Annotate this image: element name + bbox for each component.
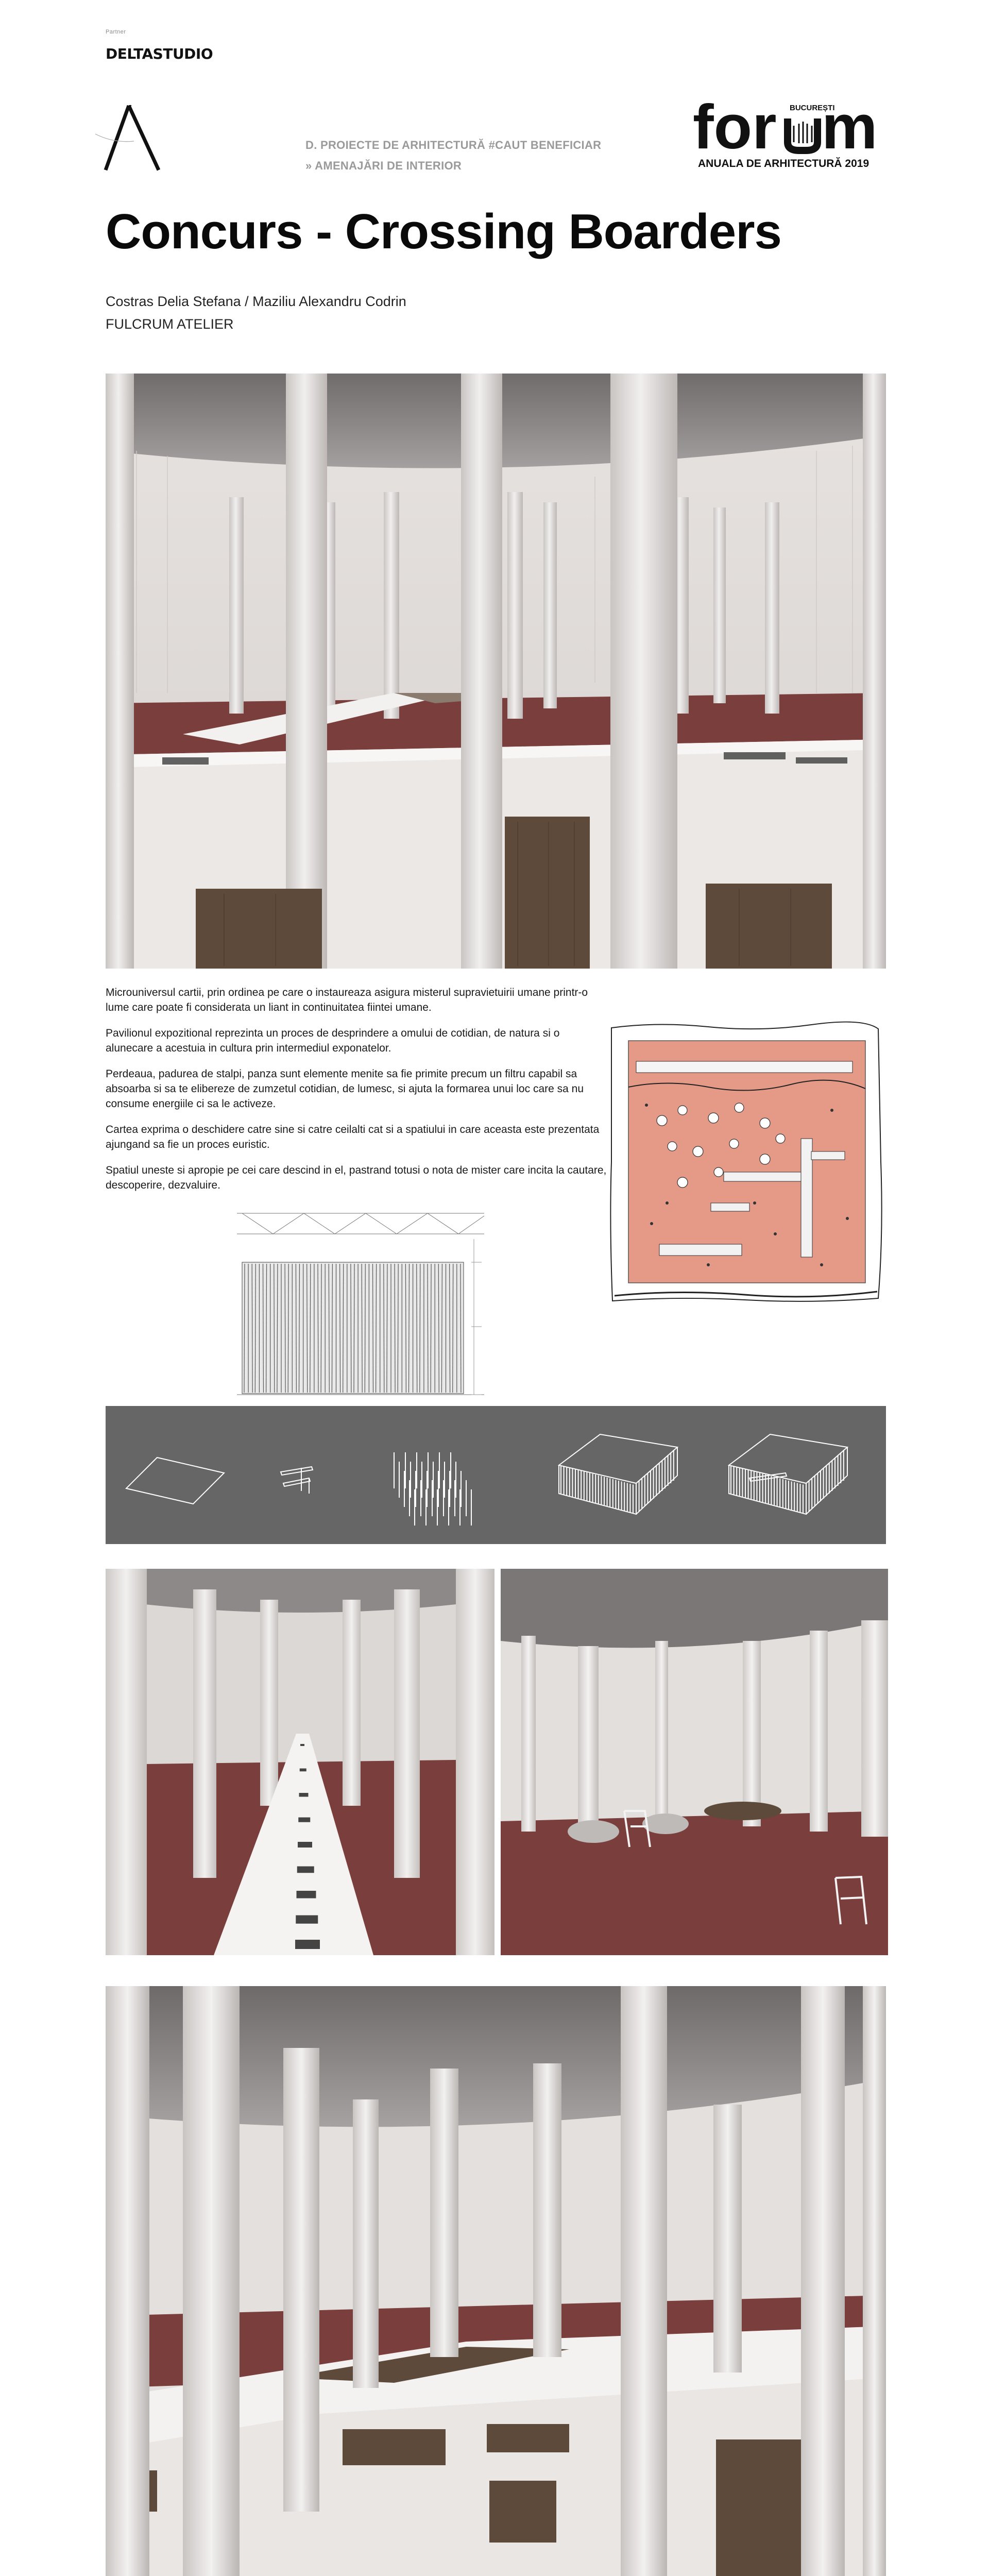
category-breadcrumb [305,135,601,176]
book-on-table [299,1793,309,1797]
book-on-table [300,1769,306,1772]
category-line-1[interactable]: D. PROIECTE DE ARHITECTURĂ #CAUT BENEFICIAR [305,139,602,151]
render-lounge [501,1569,888,1955]
description-paragraph: Cartea exprima o deschidere catre sine si catre ceilalti cat si a spatiului in care aceasta este prezentata ajungand sa fie un proces euristic. [106,1124,600,1150]
forum-logo[interactable] [693,98,889,175]
description-paragraph: Pavilionul expozitional reprezinta un proces de desprindere a omului de cotidian, de natura si o alunecare a acestuia in cultura prin intermediul exponatelor. [106,1027,560,1054]
floor-plan [605,1018,886,1309]
axonometric-diagram-sequence [106,1406,886,1544]
forum-logo-graphic [693,98,889,175]
description-paragraph: Spatiul uneste si apropie pe cei care descind in el, pastrand totusi o nota de mister care incita la cautare, descoperire, dezvaluire. [106,1164,607,1191]
forum-city: BUCUREȘTI [790,104,835,112]
book-on-table [298,1842,312,1848]
sponsor-label: Partner [106,29,126,35]
project-description [106,985,608,1204]
forum-building-icon [794,122,812,143]
category-line-2[interactable]: » AMENAJĂRI DE INTERIOR [305,159,462,172]
book-on-table [300,1744,304,1746]
authors-names: Costras Delia Stefana / Maziliu Alexandru Codrin [106,294,406,309]
forum-word-left: for [693,98,777,162]
sponsor-logo[interactable]: DELTASTUDIO [106,45,213,62]
render-interior-hall [106,374,886,969]
page-title: Concurs - Crossing Boarders [106,204,781,259]
book-on-table [297,1867,314,1873]
book-on-table [298,1818,310,1822]
render-long-table [106,1569,494,1955]
section-drawing [227,1203,494,1404]
book-on-table [297,1891,316,1899]
forum-subtitle: ANUALA DE ARHITECTURĂ 2019 [698,158,869,170]
studio-name: FULCRUM ATELIER [106,316,234,332]
description-paragraph: Perdeaua, padurea de stalpi, panza sunt elemente menite sa fie primite precum un filtru capabil sa absoarba si sa te elibereze de zumzetul cotidian, de lumesc, si ajuta la formarea unui loc care sa nu consume energiile ci sa le activeze. [106,1068,584,1110]
book-on-table [296,1916,318,1924]
a-logo[interactable] [93,103,165,173]
forum-word-right: m [822,98,878,162]
render-mezzanine [106,1986,886,2576]
description-paragraph: Microuniversul cartii, prin ordinea pe care o instaureaza asigura misterul supravietuirii umane printr-o lume care poate fi considerata un liant in continuitatea fiintei umane. [106,987,588,1013]
book-on-table [295,1940,320,1949]
authors-block [106,290,406,335]
